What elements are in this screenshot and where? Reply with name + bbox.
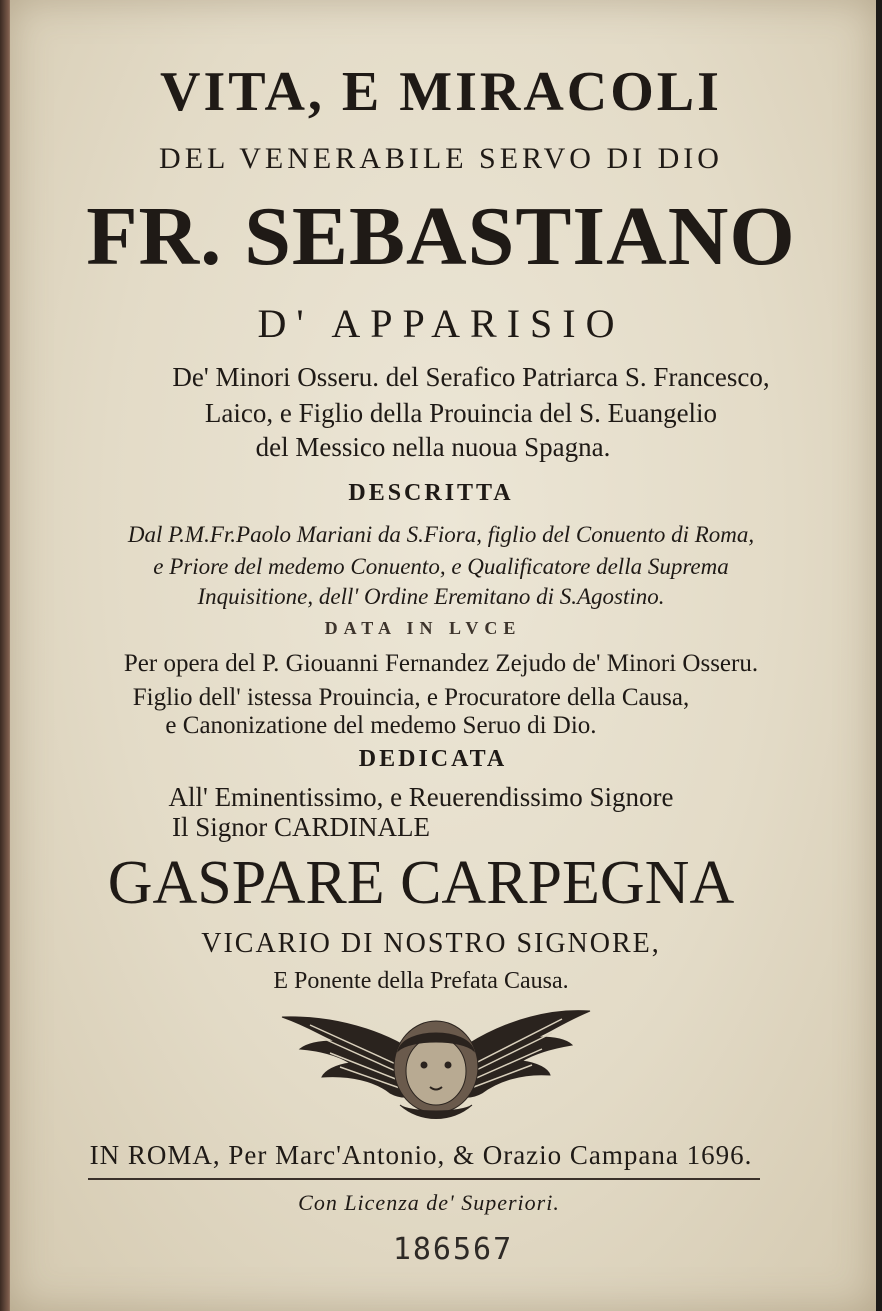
body-line-2: Laico, e Figlio della Prouincia del S. Euangelio [204, 398, 718, 428]
opera-line-1: Per opera del P. Giouanni Fernandez Zejudo de' Minori Osseru. [123, 650, 759, 677]
author-line-1: Dal P.M.Fr.Paolo Mariani da S.Fiora, figlio del Conuento di Roma, [127, 522, 755, 547]
descritta-heading: DESCRITTA [348, 480, 514, 506]
library-stamp-number: 186567 [392, 1232, 514, 1267]
imprint-rule [88, 1178, 760, 1180]
signor-cardinale-line: Il Signor CARDINALE [172, 812, 430, 842]
dedicata-heading: DEDICATA [358, 746, 508, 772]
title-line-apparisio: D' APPARISIO [257, 301, 625, 346]
body-line-3: del Messico nella nuoua Spagna. [255, 432, 611, 462]
author-line-2: e Priore del medemo Conuento, e Qualificatore della Suprema [153, 554, 729, 579]
data-in-luce-line: DATA IN LVCE [324, 618, 522, 638]
imprint-line: IN ROMA, Per Marc'Antonio, & Orazio Campana 1696. [89, 1140, 753, 1170]
vicario-line: VICARIO DI NOSTRO SIGNORE, [201, 928, 661, 959]
title-line-vita: VITA, E MIRACOLI [160, 61, 722, 123]
licenza-line: Con Licenza de' Superiori. [298, 1190, 560, 1215]
title-line-sebastiano: FR. SEBASTIANO [86, 190, 796, 283]
opera-line-2: Figlio dell' istessa Prouincia, e Procuratore della Causa, [132, 684, 690, 711]
cardinal-name: GASPARE CARPEGNA [107, 849, 735, 917]
eminentissimo-line: All' Eminentissimo, e Reuerendissimo Signore [168, 782, 674, 812]
title-line-venerabile: DEL VENERABILE SERVO DI DIO [159, 142, 723, 175]
author-line-3: Inquisitione, dell' Ordine Eremitano di S.Agostino. [197, 584, 665, 609]
ponente-line: E Ponente della Prefata Causa. [273, 968, 569, 994]
opera-line-3: e Canonizatione del medemo Seruo di Dio. [165, 712, 597, 739]
body-line-1: De' Minori Osseru. del Serafico Patriarca S. Francesco, [172, 362, 770, 392]
winged-cherub-icon [280, 1005, 592, 1130]
